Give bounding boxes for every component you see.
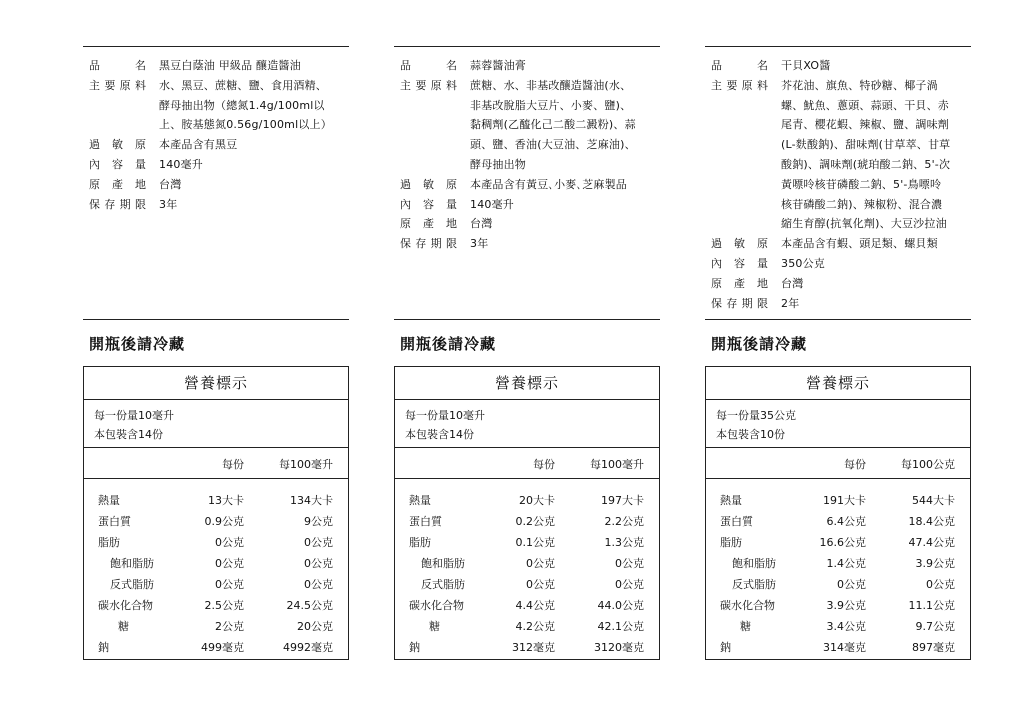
info-row-ingredients: [711, 76, 971, 234]
table-row: [706, 532, 970, 553]
row-per100: 197大卡: [601, 494, 644, 507]
row-per100: 0公克: [304, 536, 333, 549]
nutrition-header: [706, 447, 970, 479]
info-row-ingredients: [89, 76, 349, 135]
row-per100: 2.2公克: [604, 515, 644, 528]
nutrition-rows: [706, 479, 970, 658]
serving-size: 每一份量35公克: [716, 409, 796, 422]
row-per100: 11.1公克: [908, 599, 955, 612]
col-per-100: 每100公克: [901, 458, 955, 471]
col-per-100: 每100毫升: [590, 458, 644, 471]
servings-per-pack: 本包裝含14份: [405, 428, 474, 441]
serving-size: 每一份量10毫升: [94, 409, 174, 422]
top-divider: [83, 46, 349, 47]
row-label: 糖: [740, 620, 751, 633]
row-label: 蛋白質: [409, 515, 442, 528]
info-label: 原 產 地: [711, 276, 768, 290]
table-row: [395, 595, 659, 616]
info-value: 140毫升: [159, 157, 203, 171]
info-label: 品 名: [711, 59, 768, 72]
row-per: 0公克: [215, 578, 244, 591]
info-value: 芥花油、旗魚、特砂糖、椰子渦 螺、魷魚、蔥頭、蒜頭、干貝、赤 尾青、櫻花蝦、辣椒、鹽、調味劑 (L-麩酸鈉)、甜味劑(甘草萃、甘草 酸鈉)、調味劑(琥珀酸二鈉、5'-次 黃嘌呤核苷磷酸二鈉、5'-鳥嘌呤 核苷磷酸二鈉)、辣椒粉、混合濃 縮生育醇(抗氧化劑)、大豆沙拉油: [781, 78, 951, 231]
row-per: 2公克: [215, 620, 244, 633]
row-label: 鈉: [720, 641, 731, 654]
info-label: 過 敏 原: [89, 138, 146, 152]
col-per-serving: 每份: [533, 458, 555, 471]
nutrition-header: [395, 447, 659, 479]
product-info: [711, 56, 971, 313]
table-row: [84, 637, 348, 658]
info-value: 干貝XO醬: [781, 59, 831, 72]
table-row: [84, 511, 348, 532]
serving-info: [395, 400, 659, 447]
info-value: 350公克: [781, 256, 825, 270]
row-per100: 0公克: [926, 578, 955, 591]
row-per100: 24.5公克: [286, 599, 333, 612]
refrigerate-note: 開瓶後請冷藏: [400, 335, 497, 353]
row-per: 0.1公克: [515, 536, 555, 549]
row-per100: 0公克: [615, 557, 644, 570]
table-row: [706, 637, 970, 658]
product-info: [89, 56, 349, 214]
row-per100: 1.3公克: [604, 536, 644, 549]
row-per: 20大卡: [519, 494, 555, 507]
table-row: [706, 553, 970, 574]
table-row: [706, 595, 970, 616]
info-row-name: [711, 56, 971, 76]
info-value: 蒜蓉醬油膏: [470, 59, 526, 72]
row-label: 脂肪: [98, 536, 120, 549]
col-per-serving: 每份: [844, 458, 866, 471]
info-row-ingredients: [400, 76, 660, 175]
info-label: 主 要 原 料: [89, 78, 146, 92]
mid-divider: [394, 319, 660, 320]
table-row: [84, 595, 348, 616]
info-value: 台灣: [781, 276, 804, 290]
row-per100: 47.4公克: [908, 536, 955, 549]
info-label: 過 敏 原: [400, 177, 457, 191]
serving-info: [84, 400, 348, 447]
row-per100: 4992毫克: [283, 641, 333, 654]
top-divider: [705, 46, 971, 47]
row-per: 0.2公克: [515, 515, 555, 528]
info-row-origin: [89, 175, 349, 195]
row-label: 反式脂肪: [421, 578, 465, 591]
info-value: 蔗糖、水、非基改釀造醬油(水、 非基改脫脂大豆片、小麥、鹽)、 黏稠劑(乙醯化己二酸二澱粉)、蒜 頭、鹽、香油(大豆油、芝麻油)、 酵母抽出物: [470, 78, 636, 171]
row-per100: 3120毫克: [594, 641, 644, 654]
info-value: 本產品含有黑豆: [159, 138, 238, 152]
info-row-shelf-life: [711, 294, 971, 314]
row-label: 反式脂肪: [110, 578, 154, 591]
nutrition-table: [705, 366, 971, 660]
row-label: 鈉: [409, 641, 420, 654]
info-label: 內 容 量: [711, 256, 768, 270]
row-label: 飽和脂肪: [110, 557, 154, 570]
nutrition-title: 營養標示: [706, 367, 970, 400]
row-label: 反式脂肪: [732, 578, 776, 591]
row-per100: 9.7公克: [915, 620, 955, 633]
row-per: 2.5公克: [204, 599, 244, 612]
row-per: 4.2公克: [515, 620, 555, 633]
row-label: 蛋白質: [720, 515, 753, 528]
product-info: [400, 56, 660, 254]
info-value: 台灣: [159, 177, 182, 191]
row-per100: 44.0公克: [597, 599, 644, 612]
row-per: 16.6公克: [819, 536, 866, 549]
info-row-allergen: [89, 135, 349, 155]
col-per-serving: 每份: [222, 458, 244, 471]
row-label: 脂肪: [409, 536, 431, 549]
info-value: 3年: [470, 237, 489, 251]
row-per: 314毫克: [823, 641, 866, 654]
nutrition-table: [83, 366, 349, 660]
mid-divider: [83, 319, 349, 320]
row-per100: 18.4公克: [908, 515, 955, 528]
servings-per-pack: 本包裝含10份: [716, 428, 785, 441]
table-row: [84, 553, 348, 574]
row-per: 4.4公克: [515, 599, 555, 612]
row-per: 6.4公克: [826, 515, 866, 528]
row-per: 0公克: [526, 557, 555, 570]
table-row: [84, 574, 348, 595]
row-per100: 897毫克: [912, 641, 955, 654]
row-per100: 3.9公克: [915, 557, 955, 570]
info-row-origin: [711, 274, 971, 294]
table-row: [706, 490, 970, 511]
row-per100: 42.1公克: [597, 620, 644, 633]
info-label: 品 名: [400, 59, 457, 72]
nutrition-table: [394, 366, 660, 660]
servings-per-pack: 本包裝含14份: [94, 428, 163, 441]
info-row-name: [89, 56, 349, 76]
row-per: 0.9公克: [204, 515, 244, 528]
info-label: 原 產 地: [400, 217, 457, 231]
info-row-volume: [400, 195, 660, 215]
row-label: 熱量: [98, 494, 120, 507]
row-per: 3.9公克: [826, 599, 866, 612]
nutrition-title: 營養標示: [395, 367, 659, 400]
row-label: 碳水化合物: [98, 599, 153, 612]
table-row: [706, 574, 970, 595]
row-per: 312毫克: [512, 641, 555, 654]
row-per100: 20公克: [297, 620, 333, 633]
table-row: [706, 616, 970, 637]
info-value: 140毫升: [470, 197, 514, 211]
row-per: 191大卡: [823, 494, 866, 507]
row-label: 蛋白質: [98, 515, 131, 528]
info-value: 黑豆白蔭油 甲級品 釀造醬油: [159, 59, 301, 72]
info-row-origin: [400, 214, 660, 234]
row-label: 糖: [429, 620, 440, 633]
row-per100: 0公克: [615, 578, 644, 591]
refrigerate-note: 開瓶後請冷藏: [711, 335, 808, 353]
table-row: [395, 574, 659, 595]
info-row-shelf-life: [400, 234, 660, 254]
info-label: 主 要 原 料: [711, 78, 768, 92]
info-label: 內 容 量: [89, 157, 146, 171]
table-row: [395, 490, 659, 511]
info-label: 過 敏 原: [711, 237, 768, 251]
row-per100: 544大卡: [912, 494, 955, 507]
row-per: 0公克: [526, 578, 555, 591]
row-per100: 9公克: [304, 515, 333, 528]
table-row: [395, 637, 659, 658]
table-row: [84, 532, 348, 553]
row-label: 碳水化合物: [720, 599, 775, 612]
info-value: 3年: [159, 197, 178, 211]
info-row-name: [400, 56, 660, 76]
row-per: 3.4公克: [826, 620, 866, 633]
info-label: 保 存 期 限: [711, 296, 768, 310]
table-row: [706, 511, 970, 532]
info-label: 保 存 期 限: [400, 237, 457, 251]
row-per: 1.4公克: [826, 557, 866, 570]
info-value: 2年: [781, 296, 800, 310]
info-label: 品 名: [89, 59, 146, 72]
info-row-allergen: [400, 175, 660, 195]
row-per100: 134大卡: [290, 494, 333, 507]
nutrition-header: [84, 447, 348, 479]
table-row: [395, 532, 659, 553]
row-per: 0公克: [215, 557, 244, 570]
row-label: 脂肪: [720, 536, 742, 549]
row-per100: 0公克: [304, 578, 333, 591]
info-row-allergen: [711, 234, 971, 254]
info-row-volume: [89, 155, 349, 175]
row-label: 熱量: [409, 494, 431, 507]
row-label: 碳水化合物: [409, 599, 464, 612]
table-row: [84, 616, 348, 637]
row-per: 0公克: [215, 536, 244, 549]
row-per100: 0公克: [304, 557, 333, 570]
table-row: [395, 616, 659, 637]
mid-divider: [705, 319, 971, 320]
row-label: 熱量: [720, 494, 742, 507]
col-per-100: 每100毫升: [279, 458, 333, 471]
row-per: 0公克: [837, 578, 866, 591]
row-label: 飽和脂肪: [732, 557, 776, 570]
table-row: [395, 553, 659, 574]
nutrition-title: 營養標示: [84, 367, 348, 400]
row-label: 飽和脂肪: [421, 557, 465, 570]
nutrition-rows: [84, 479, 348, 658]
refrigerate-note: 開瓶後請冷藏: [89, 335, 186, 353]
row-per: 499毫克: [201, 641, 244, 654]
row-per: 13大卡: [208, 494, 244, 507]
info-value: 本產品含有蝦、頭足類、螺貝類: [781, 237, 938, 251]
serving-info: [706, 400, 970, 447]
nutrition-rows: [395, 479, 659, 658]
info-label: 保 存 期 限: [89, 197, 146, 211]
serving-size: 每一份量10毫升: [405, 409, 485, 422]
info-row-volume: [711, 254, 971, 274]
info-label: 原 產 地: [89, 177, 146, 191]
info-value: 台灣: [470, 217, 493, 231]
table-row: [395, 511, 659, 532]
top-divider: [394, 46, 660, 47]
row-label: 鈉: [98, 641, 109, 654]
info-value: 本產品含有黃豆､小麥､芝麻製品: [470, 177, 627, 191]
info-label: 內 容 量: [400, 197, 457, 211]
info-label: 主 要 原 料: [400, 78, 457, 92]
table-row: [84, 490, 348, 511]
row-label: 糖: [118, 620, 129, 633]
info-row-shelf-life: [89, 195, 349, 215]
info-value: 水、黑豆、蔗糖、鹽、食用酒精、 酵母抽出物（總氮1.4g/100ml以 上、胺基態氮0.56g/100ml以上）: [159, 78, 332, 132]
